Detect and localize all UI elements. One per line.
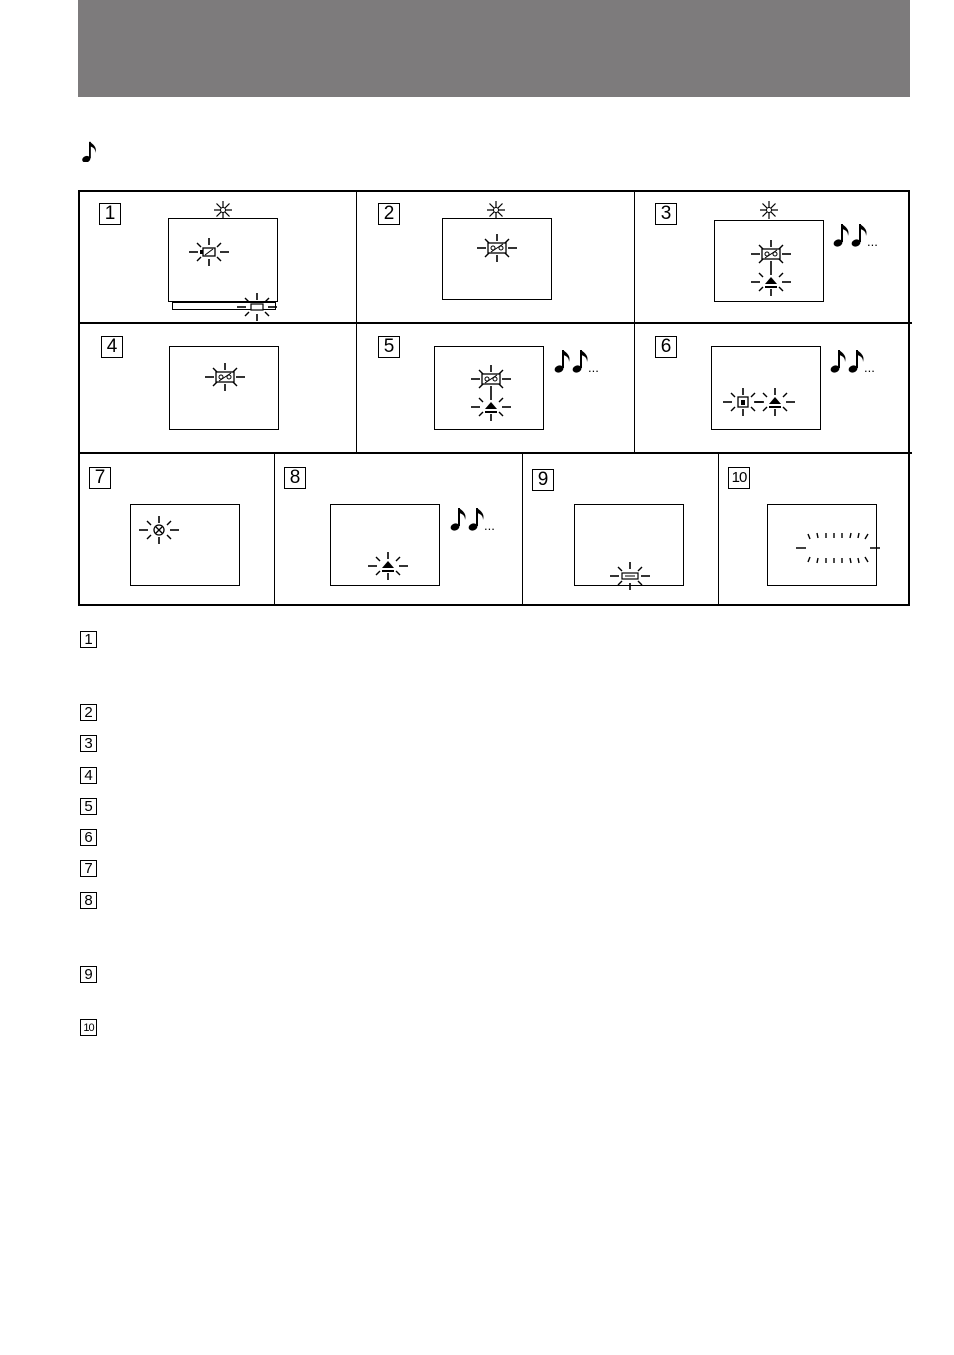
panel-2 — [357, 192, 634, 322]
list-item-number: 5 — [80, 798, 97, 815]
list-item-number: 10 — [80, 1019, 97, 1036]
panel-4 — [80, 324, 356, 452]
card-icon — [605, 560, 655, 592]
beep-notes-icon: ... — [449, 504, 489, 539]
sun-icon — [758, 199, 780, 221]
list-item-number: 4 — [80, 767, 97, 784]
list-item-number: 9 — [80, 966, 97, 983]
eject-icon — [466, 391, 516, 423]
beep-notes-icon: ... — [832, 220, 872, 255]
cassette-icon — [472, 232, 522, 264]
list-item-number: 8 — [80, 892, 97, 909]
beep-notes-icon: ... — [829, 346, 869, 381]
eject-icon — [363, 550, 413, 582]
eject-icon — [746, 266, 796, 298]
panel-number: 1 — [99, 203, 121, 225]
panel-number: 2 — [378, 203, 400, 225]
panel-3 — [635, 192, 912, 322]
list-item-number: 7 — [80, 860, 97, 877]
panel-number: 3 — [655, 203, 677, 225]
panel-number: 5 — [378, 336, 400, 358]
beep-notes-icon: ... — [553, 346, 593, 381]
list-item-number: 1 — [80, 631, 97, 648]
list-item-number: 2 — [80, 704, 97, 721]
panel-1 — [80, 192, 356, 322]
header-band — [78, 0, 910, 97]
eject-icon — [750, 386, 800, 418]
panel-number: 10 — [728, 467, 750, 489]
panel-number: 7 — [89, 467, 111, 489]
panel-10 — [719, 454, 910, 606]
panel-9 — [523, 454, 718, 606]
list-item-number: 3 — [80, 735, 97, 752]
panel-number: 8 — [284, 467, 306, 489]
cassette-icon — [200, 361, 250, 393]
panel-5 — [357, 324, 634, 452]
list-item-number: 6 — [80, 829, 97, 846]
display-blink-icon — [792, 530, 882, 566]
error-icon — [134, 514, 184, 546]
battery-icon — [184, 236, 234, 268]
panel-number: 4 — [101, 336, 123, 358]
panel-number: 9 — [532, 469, 554, 491]
battery-icon — [232, 292, 282, 322]
eighth-note-icon — [80, 140, 98, 162]
indicator-panel-grid — [78, 190, 910, 606]
panel-8 — [275, 454, 522, 606]
panel-7 — [80, 454, 274, 606]
panel-number: 6 — [655, 336, 677, 358]
panel-6 — [635, 324, 912, 452]
